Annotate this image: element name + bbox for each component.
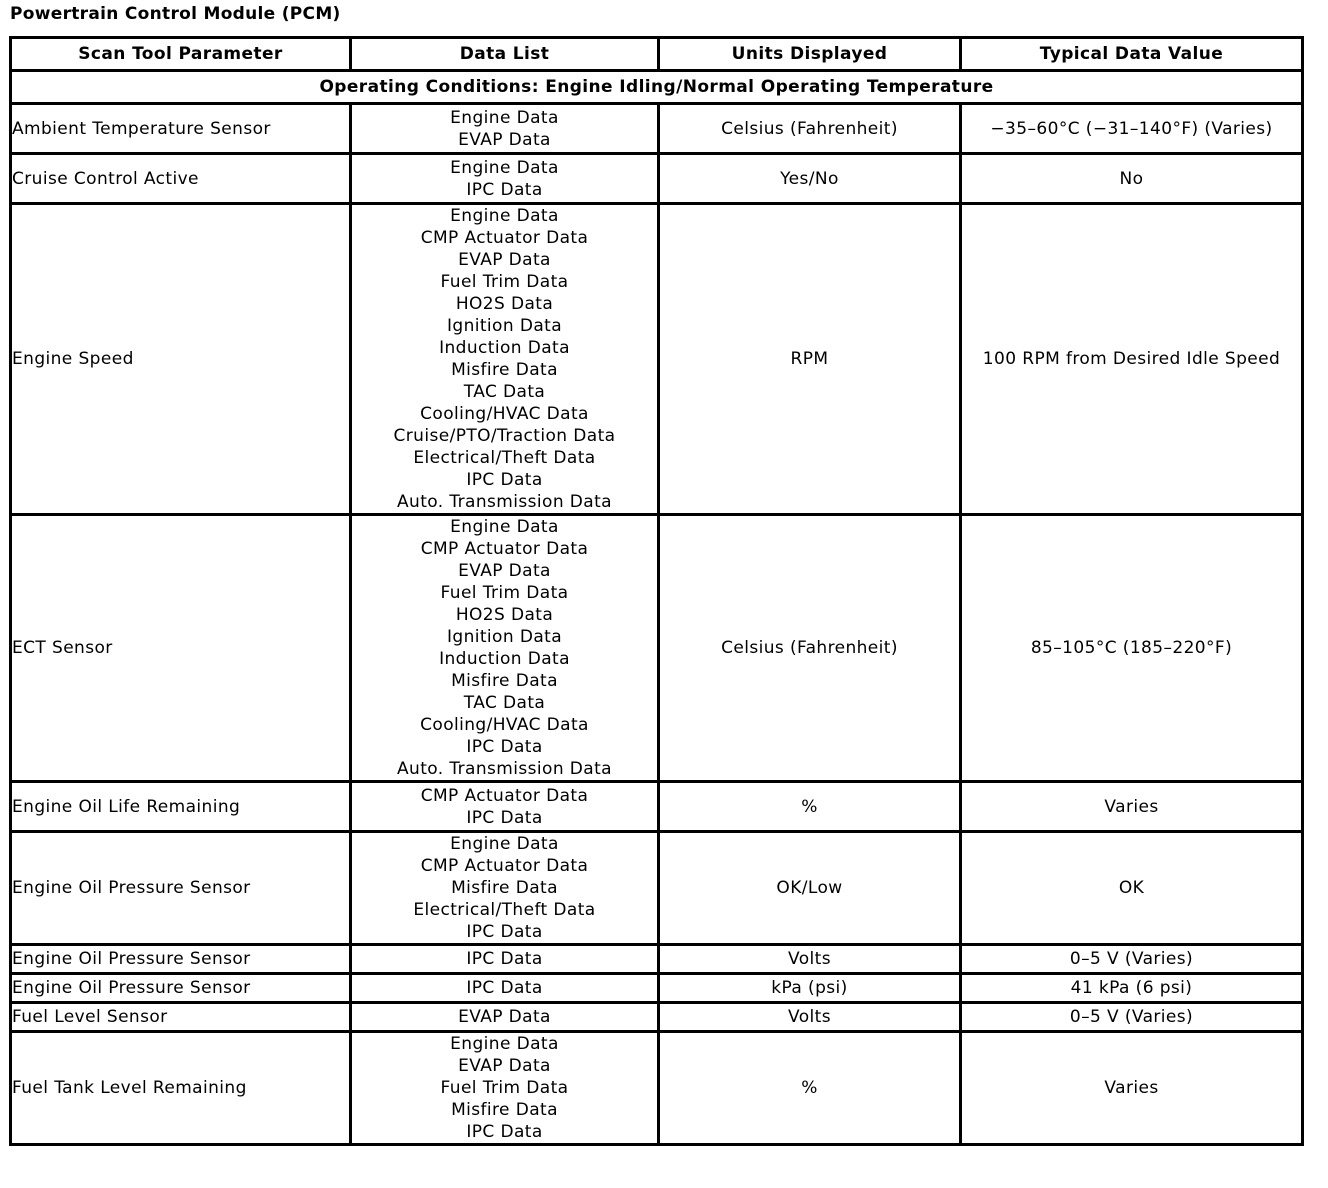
data-list-item: Fuel Trim Data [440, 1078, 569, 1098]
typical-value-cell: 85–105°C (185–220°F) [961, 515, 1303, 782]
parameter-cell: Engine Oil Pressure Sensor [11, 832, 351, 945]
page-title: Powertrain Control Module (PCM) [10, 4, 341, 24]
typical-value-cell: Varies [961, 782, 1303, 832]
data-list-cell [351, 515, 659, 782]
data-list-item: EVAP Data [458, 250, 551, 270]
data-list-item: IPC Data [466, 179, 543, 200]
data-list-item: CMP Actuator Data [420, 856, 589, 876]
data-list-item: Misfire Data [451, 671, 558, 691]
data-list-item: HO2S Data [455, 605, 554, 625]
typical-value-cell: No [961, 154, 1303, 204]
data-list-item: Induction Data [439, 649, 570, 669]
data-list-cell [351, 104, 659, 154]
data-list-item: Cooling/HVAC Data [420, 404, 589, 424]
data-list-item: IPC Data [466, 737, 543, 757]
data-list-item: Auto. Transmission Data [397, 492, 612, 512]
typical-value-cell: −35–60°C (−31–140°F) (Varies) [961, 104, 1303, 154]
data-list-item: IPC Data [466, 949, 543, 969]
units-cell: Yes/No [659, 154, 961, 204]
data-list-cell [351, 945, 659, 974]
data-list-item: IPC Data [466, 922, 543, 942]
parameter-cell: Fuel Tank Level Remaining [11, 1032, 351, 1145]
data-list-item: HO2S Data [455, 294, 554, 314]
units-cell: Celsius (Fahrenheit) [659, 515, 961, 782]
typical-value-cell: 0–5 V (Varies) [961, 945, 1303, 974]
data-list-cell [351, 154, 659, 204]
data-list-item: Engine Data [450, 834, 559, 854]
data-list-item: Engine Data [450, 157, 559, 178]
data-list-item: CMP Actuator Data [420, 228, 589, 248]
data-list-item: Electrical/Theft Data [413, 900, 596, 920]
data-list-item: IPC Data [466, 978, 543, 998]
table-row [11, 945, 1303, 974]
data-list-item: TAC Data [463, 693, 546, 713]
table-row [11, 1003, 1303, 1032]
data-list-item: Electrical/Theft Data [413, 448, 596, 468]
units-cell: % [659, 782, 961, 832]
table-row [11, 1032, 1303, 1145]
data-list-item: Fuel Trim Data [440, 272, 569, 292]
data-list-item: Engine Data [450, 517, 559, 537]
data-list-item: Fuel Trim Data [440, 583, 569, 603]
operating-conditions-heading: Operating Conditions: Engine Idling/Normal Operating Temperature [11, 71, 1303, 104]
data-list-item: Cruise/PTO/Traction Data [393, 426, 616, 446]
data-list-cell [351, 1032, 659, 1145]
data-list-item: Engine Data [450, 1034, 559, 1054]
typical-value-cell: 100 RPM from Desired Idle Speed [961, 204, 1303, 515]
parameter-cell: Engine Oil Life Remaining [11, 782, 351, 832]
table-row [11, 515, 1303, 782]
data-list-item: Engine Data [450, 107, 559, 128]
data-list-item: Ignition Data [446, 627, 563, 647]
data-list-item: TAC Data [463, 382, 546, 402]
table-row [11, 782, 1303, 832]
data-list-item: EVAP Data [458, 129, 551, 150]
data-list-item: Misfire Data [451, 1100, 558, 1120]
data-list-cell [351, 782, 659, 832]
data-list-item: Auto. Transmission Data [397, 759, 612, 779]
header-typical-data-value: Typical Data Value [961, 38, 1303, 71]
section-row [11, 71, 1303, 104]
units-cell: OK/Low [659, 832, 961, 945]
table-header-row [11, 38, 1303, 71]
typical-value-cell: OK [961, 832, 1303, 945]
data-list-item: EVAP Data [458, 1056, 551, 1076]
data-list-item: Misfire Data [451, 360, 558, 380]
table-row [11, 974, 1303, 1003]
data-list-item: CMP Actuator Data [420, 539, 589, 559]
data-list-item: Induction Data [439, 338, 570, 358]
parameter-cell: ECT Sensor [11, 515, 351, 782]
data-list-item: Cooling/HVAC Data [420, 715, 589, 735]
units-cell: % [659, 1032, 961, 1145]
typical-value-cell: 41 kPa (6 psi) [961, 974, 1303, 1003]
units-cell: Volts [659, 1003, 961, 1032]
data-list-item: IPC Data [466, 470, 543, 490]
data-list-item: Engine Data [450, 206, 559, 226]
data-list-item: Misfire Data [451, 878, 558, 898]
parameter-cell: Engine Oil Pressure Sensor [11, 974, 351, 1003]
table-row [11, 104, 1303, 154]
data-list-item: IPC Data [466, 1122, 543, 1142]
header-units-displayed: Units Displayed [659, 38, 961, 71]
table-row [11, 204, 1303, 515]
data-list-cell [351, 832, 659, 945]
units-cell: RPM [659, 204, 961, 515]
header-scan-tool-parameter: Scan Tool Parameter [11, 38, 351, 71]
parameter-cell: Cruise Control Active [11, 154, 351, 204]
parameter-cell: Fuel Level Sensor [11, 1003, 351, 1032]
data-list-cell [351, 1003, 659, 1032]
units-cell: kPa (psi) [659, 974, 961, 1003]
data-list-item: IPC Data [466, 807, 543, 828]
table-row [11, 154, 1303, 204]
parameter-cell: Engine Speed [11, 204, 351, 515]
units-cell: Celsius (Fahrenheit) [659, 104, 961, 154]
data-list-item: Ignition Data [446, 316, 563, 336]
pcm-data-table [9, 36, 1304, 1146]
table-row [11, 832, 1303, 945]
data-list-item: CMP Actuator Data [420, 785, 589, 806]
typical-value-cell: Varies [961, 1032, 1303, 1145]
data-list-item: EVAP Data [458, 1007, 551, 1027]
units-cell: Volts [659, 945, 961, 974]
parameter-cell: Engine Oil Pressure Sensor [11, 945, 351, 974]
parameter-cell: Ambient Temperature Sensor [11, 104, 351, 154]
data-list-item: EVAP Data [458, 561, 551, 581]
header-data-list: Data List [351, 38, 659, 71]
data-list-cell [351, 974, 659, 1003]
data-list-cell [351, 204, 659, 515]
typical-value-cell: 0–5 V (Varies) [961, 1003, 1303, 1032]
